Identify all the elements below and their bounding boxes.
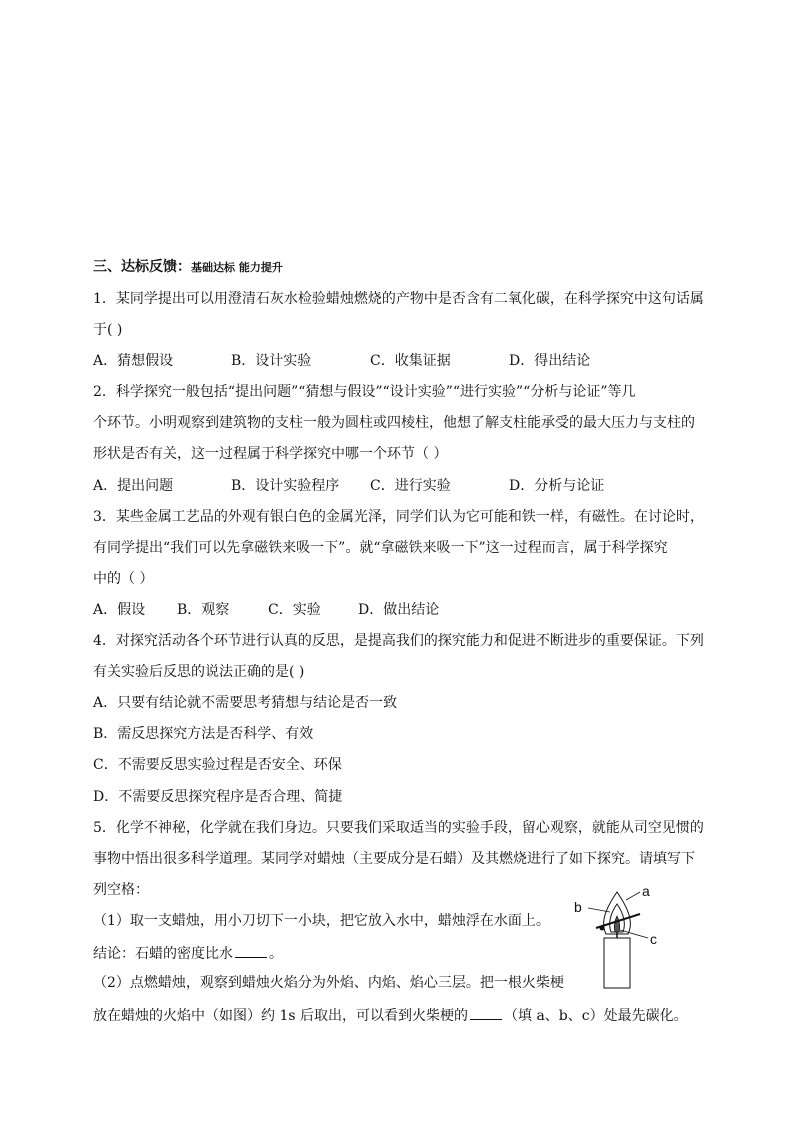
q5-part1: （1）取一支蜡烛，用小刀切下一小块，把它放入水中，蜡烛浮在水面上。 xyxy=(93,913,550,929)
q5-conclusion-suffix: 。 xyxy=(269,946,283,962)
section-subtitle: 基础达标 能力提升 xyxy=(191,261,283,274)
matchstick-point xyxy=(600,926,605,931)
label-b: b xyxy=(574,899,582,915)
q5-part2: （2）点燃蜡烛，观察到蜡烛火焰分为外焰、内焰、焰心三层。把一根火柴梗 xyxy=(93,975,564,991)
section-title xyxy=(93,258,283,277)
q5-part2b-suffix: （填 a、b、c）处最先碳化。 xyxy=(504,1008,688,1024)
q3-option-c: C．实验 xyxy=(268,602,321,618)
q5-part2b-prefix: 放在蜡烛的火焰中（如图）约 1s 后取出，可以看到火柴梗的 xyxy=(93,1008,468,1024)
q3-option-a: A．假设 xyxy=(93,602,146,618)
q1-line1: 1．某同学提出可以用澄清石灰水检验蜡烛燃烧的产物中是否含有二氧化碳，在科学探究中这句话属 xyxy=(93,291,704,307)
q1-line2: 于( ) xyxy=(93,322,123,338)
q4-option-a: A．只要有结论就不需要思考猜想与结论是否一致 xyxy=(93,695,398,711)
q5-line1: 5．化学不神秘，化学就在我们身边。只要我们采取适当的实验手段，留心观察，就能从司空见惯的 xyxy=(93,820,704,836)
q2-option-a: A．提出问题 xyxy=(93,478,174,494)
q2-line3: 形状是否有关，这一过程属于科学探究中哪一个环节（ ） xyxy=(93,446,448,462)
q3-line1: 3．某些金属工艺品的外观有银白色的金属光泽，同学们认为它可能和铁一样，有磁性。在讨论时， xyxy=(93,509,704,525)
q2-option-d: D．分析与论证 xyxy=(509,478,605,494)
pointer-a xyxy=(626,892,640,900)
q3-line3: 中的（ ） xyxy=(93,571,154,587)
q3-option-b: B．观察 xyxy=(177,602,230,618)
q2-line1: 2．科学探究一般包括“提出问题”“猜想与假设”“设计实验”“进行实验”“分析与论证”等几 xyxy=(93,384,636,400)
q4-line2: 有关实验后反思的说法正确的是( ) xyxy=(93,664,305,680)
label-a: a xyxy=(642,883,650,899)
q5-line3: 列空格： xyxy=(93,882,149,898)
q3-option-d: D．做出结论 xyxy=(358,602,440,618)
section-title-main: 三、达标反馈： xyxy=(93,259,191,275)
q1-option-c: C．收集证据 xyxy=(370,353,451,369)
q5-conclusion xyxy=(93,943,283,963)
q5-answer-blank-1[interactable] xyxy=(235,943,267,958)
candle-flame-diagram xyxy=(568,882,668,994)
q4-line1: 4．对探究活动各个环节进行认真的反思，是提高我们的探究能力和促进不断进步的重要保证。下列 xyxy=(93,633,704,649)
q1-option-a: A．猜想假设 xyxy=(93,353,174,369)
candle-body xyxy=(604,938,630,988)
q5-part2b xyxy=(93,1005,688,1025)
q2-option-c: C．进行实验 xyxy=(370,478,451,494)
candle-flame-figure xyxy=(568,882,668,994)
q4-option-c: C．不需要反思实验过程是否安全、环保 xyxy=(93,757,342,773)
q4-option-b: B．需反思探究方法是否科学、有效 xyxy=(93,726,314,742)
q5-answer-blank-2[interactable] xyxy=(470,1005,502,1020)
q2-line2: 个环节。小明观察到建筑物的支柱一般为圆柱或四棱柱，他想了解支柱能承受的最大压力与支柱的 xyxy=(93,415,695,431)
q5-line2: 事物中悟出很多科学道理。某同学对蜡烛（主要成分是石蜡）及其燃烧进行了如下探究。请填写下 xyxy=(93,851,695,867)
q1-option-d: D．得出结论 xyxy=(509,353,591,369)
label-c: c xyxy=(650,931,657,947)
q4-option-d: D．不需要反思探究程序是否合理、简捷 xyxy=(93,789,343,805)
flame-core xyxy=(614,916,619,932)
q1-option-b: B．设计实验 xyxy=(231,353,312,369)
q2-option-b: B．设计实验程序 xyxy=(231,478,340,494)
q5-conclusion-prefix: 结论：石蜡的密度比水 xyxy=(93,946,233,962)
q3-line2: 有同学提出“我们可以先拿磁铁来吸一下”。就“拿磁铁来吸一下”这一过程而言，属于科学探究 xyxy=(93,540,668,556)
